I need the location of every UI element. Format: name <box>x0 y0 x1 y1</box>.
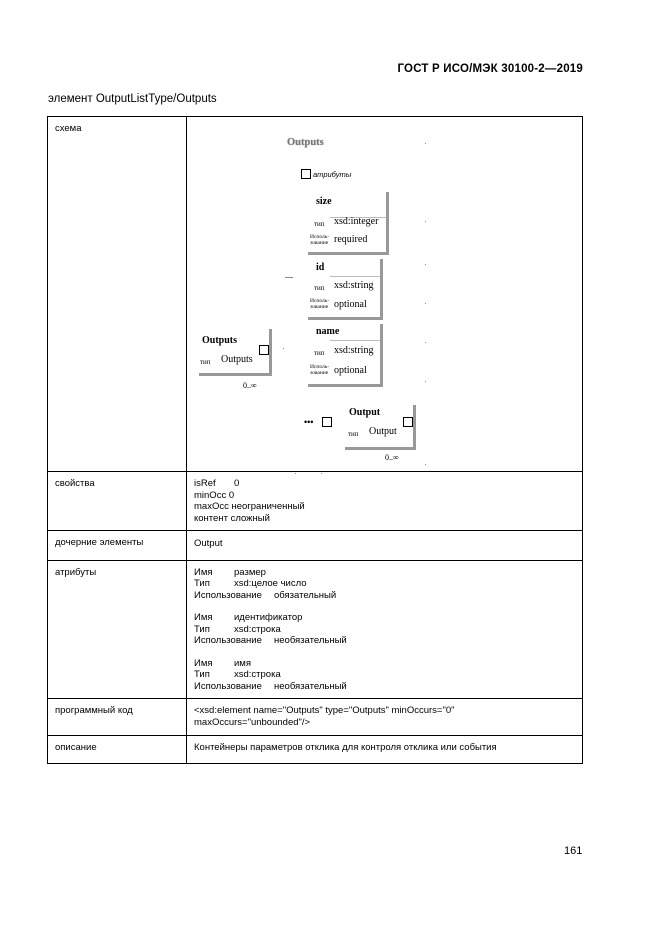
expand-icon <box>259 345 269 355</box>
expand-icon <box>403 417 413 427</box>
scan-dot <box>425 303 426 304</box>
prop-line: контент сложный <box>194 512 270 524</box>
scan-dot <box>425 221 426 222</box>
attr-use: required <box>334 234 368 245</box>
main-cardinality: 0..∞ <box>243 381 257 390</box>
scan-dot <box>425 143 426 144</box>
desc-label: описание <box>48 736 187 764</box>
attr-type: xsd:integer <box>334 216 379 227</box>
element-table <box>47 116 583 764</box>
table-row <box>48 472 583 531</box>
attributes-value <box>187 560 583 699</box>
scan-dot <box>425 342 426 343</box>
code-label: программный код <box>48 699 187 736</box>
table-row <box>48 117 583 472</box>
scan-dot <box>295 473 296 474</box>
diagram-attributes-label: атрибуты <box>313 170 352 179</box>
connector-line <box>285 277 293 278</box>
page-number: 161 <box>564 845 583 857</box>
table-row <box>48 699 583 736</box>
attributes-checkbox-icon <box>301 169 311 179</box>
code-value <box>187 699 583 736</box>
type-label: тип <box>314 284 325 292</box>
attr-name: id <box>316 262 325 273</box>
attributes-label: атрибуты <box>48 560 187 699</box>
attr-use: optional <box>334 299 367 310</box>
scan-dot <box>321 473 322 474</box>
sequence-box-icon <box>322 417 332 427</box>
table-row <box>48 736 583 764</box>
child-cardinality: 0..∞ <box>385 453 399 462</box>
scan-dot <box>425 464 426 465</box>
child-element-title: Output <box>349 407 381 418</box>
code-line: maxOccurs="unbounded"/> <box>194 716 311 728</box>
table-row <box>48 531 583 561</box>
child-element-box <box>345 405 416 450</box>
scheme-label: схема <box>48 117 187 472</box>
main-element-title: Outputs <box>202 335 238 346</box>
prop-line: maxOcc неограниченный <box>194 501 305 512</box>
desc-value: Контейнеры параметров отклика для контроля отклика или события <box>187 736 583 764</box>
child-element-type: Output <box>369 426 397 437</box>
type-label: тип <box>314 220 325 228</box>
prop-line: minOcc 0 <box>194 489 235 501</box>
scan-dot <box>425 381 426 382</box>
children-label: дочерние элементы <box>48 531 187 561</box>
props-value <box>187 472 583 531</box>
document-header: ГОСТ Р ИСО/МЭК 30100-2—2019 <box>397 63 583 75</box>
main-element-box <box>199 329 272 376</box>
prop-line: isRef 0 <box>194 478 240 489</box>
attr-name: size <box>316 196 332 207</box>
type-label: тип <box>314 349 325 357</box>
scheme-diagram <box>187 117 583 472</box>
attr-name: name <box>316 326 340 337</box>
attr-type: xsd:string <box>334 280 374 291</box>
table-row <box>48 560 583 699</box>
use-label: Исполь- зование <box>310 364 330 376</box>
attr-type: xsd:string <box>334 345 374 356</box>
attr-block: Имя размер Тип xsd:целое число Использование обязательный <box>194 566 337 601</box>
type-label: тип <box>348 430 359 438</box>
children-value: Output <box>187 531 583 561</box>
divider <box>330 340 380 341</box>
attr-block: Имя имя Тип xsd:строка Использование необязательный <box>194 657 347 692</box>
main-element-type: Outputs <box>221 354 253 365</box>
attr-box-id <box>308 259 383 320</box>
scan-dot <box>425 264 426 265</box>
scan-dot <box>283 348 284 349</box>
attr-box-name <box>308 324 383 387</box>
attr-box-size <box>308 192 389 255</box>
use-label: Исполь- зование <box>310 298 330 310</box>
divider <box>330 276 380 277</box>
element-title: элемент OutputListType/Outputs <box>48 93 217 105</box>
use-label: Исполь- зование <box>310 234 330 246</box>
sequence-icon: ••• <box>304 417 314 427</box>
diagram-top-title: Outputs <box>287 137 324 148</box>
attr-use: optional <box>334 365 367 376</box>
attr-block: Имя идентификатор Тип xsd:строка Использование необязательный <box>194 612 347 646</box>
code-line: <xsd:element name="Outputs" type="Outputs" minOccurs="0" <box>194 705 455 716</box>
props-label: свойства <box>48 472 187 531</box>
type-label: тип <box>200 358 211 366</box>
